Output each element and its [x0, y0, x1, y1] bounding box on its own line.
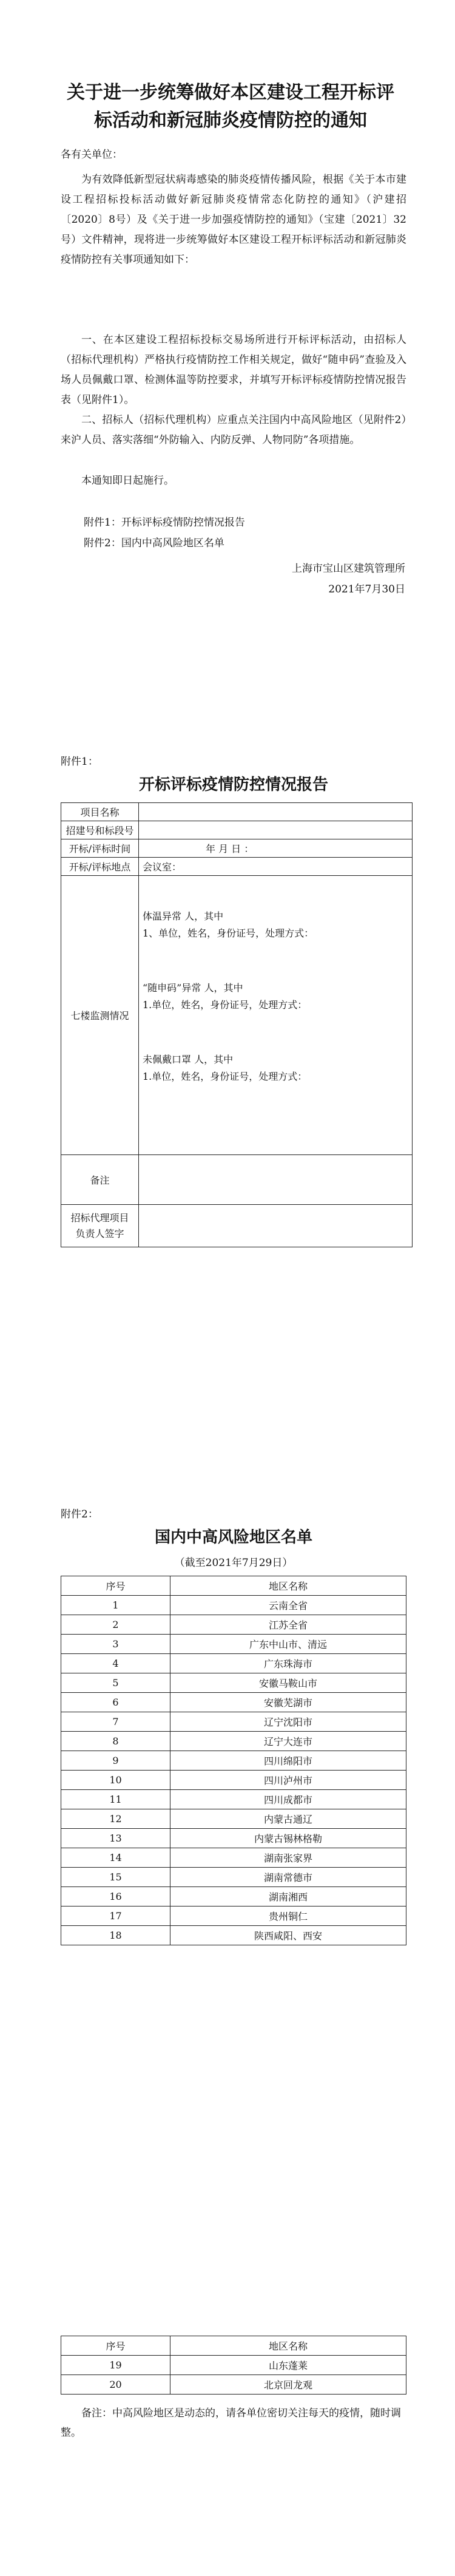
- table-row: [61, 1712, 406, 1732]
- table-row: [61, 1596, 406, 1615]
- seq-header: 序号: [61, 1576, 170, 1596]
- monitor-line: 1.单位，姓名，身份证号，处理方式：: [143, 998, 308, 1011]
- seq-cell: 1: [61, 1596, 170, 1615]
- open-place-label: 开标/评标地点: [61, 858, 139, 876]
- table-row: [61, 876, 413, 1155]
- seq-cell: 11: [61, 1790, 170, 1809]
- table-row: [61, 2356, 406, 2375]
- area-cell: 湖南张家界: [170, 1848, 406, 1868]
- seq-cell: 13: [61, 1829, 170, 1848]
- annex2-label: 附件2：: [61, 1508, 98, 1520]
- seq-cell: 7: [61, 1712, 170, 1732]
- seq-cell: 3: [61, 1635, 170, 1654]
- seq-header: 序号: [61, 2336, 170, 2356]
- table-row: [61, 1615, 406, 1635]
- area-cell: 四川成都市: [170, 1790, 406, 1809]
- table-row: [61, 1654, 406, 1673]
- area-cell: 北京回龙观: [170, 2375, 406, 2395]
- area-cell: 云南全省: [170, 1596, 406, 1615]
- notice-paragraph-4: 本通知即日起施行。: [81, 475, 174, 487]
- notice-page: [0, 0, 455, 613]
- annex2-page: [0, 1505, 455, 2574]
- seq-cell: 5: [61, 1673, 170, 1693]
- area-cell: 贵州铜仁: [170, 1907, 406, 1926]
- area-cell: 江苏全省: [170, 1615, 406, 1635]
- area-cell: 湖南常德市: [170, 1868, 406, 1887]
- area-cell: 广东中山市、清远: [170, 1635, 406, 1654]
- seq-cell: 14: [61, 1848, 170, 1868]
- area-cell: 湖南湘西: [170, 1887, 406, 1907]
- annex1-title: 开标评标疫情防控情况报告: [138, 776, 328, 794]
- risk-area-table-continued: [61, 2336, 406, 2395]
- open-place-value[interactable]: 会议室：: [139, 858, 413, 876]
- table-row: [61, 1926, 406, 1945]
- table-row: [61, 1809, 406, 1829]
- open-time-label: 开标/评标时间: [61, 839, 139, 858]
- table-row: [61, 858, 413, 876]
- agent-sign-value[interactable]: [139, 1205, 413, 1247]
- seq-cell: 9: [61, 1751, 170, 1771]
- table-row: [61, 1155, 413, 1205]
- project-name-value[interactable]: [139, 803, 413, 821]
- table-header-row: [61, 1576, 406, 1596]
- monitor-line: 1.单位，姓名，身份证号，处理方式：: [143, 1070, 308, 1082]
- table-row: [61, 1829, 406, 1848]
- table-row: [61, 1635, 406, 1654]
- monitor-line: 1、单位，姓名，身份证号，处理方式：: [143, 927, 314, 939]
- table-header-row: [61, 2336, 406, 2356]
- seq-cell: 15: [61, 1868, 170, 1887]
- signature-date: 2021年7月30日: [328, 583, 405, 595]
- bid-number-label: 招建号和标段号: [61, 821, 139, 839]
- monitor-line: 体温异常 人，其中: [143, 910, 224, 922]
- table-row: [61, 1751, 406, 1771]
- annex1-label: 附件1：: [61, 756, 98, 768]
- area-header: 地区名称: [170, 2336, 406, 2356]
- attachment-line-1: 附件1：开标评标疫情防控情况报告: [84, 517, 245, 529]
- monitor-line: “随申码”异常 人，其中: [143, 981, 243, 994]
- table-row: [61, 839, 413, 858]
- remark-value[interactable]: [139, 1155, 413, 1205]
- attachment-line-2: 附件2：国内中高风险地区名单: [84, 537, 224, 549]
- seq-cell: 10: [61, 1771, 170, 1790]
- seq-cell: 16: [61, 1887, 170, 1907]
- table-row: [61, 1205, 413, 1247]
- monitor-value[interactable]: [139, 876, 413, 1155]
- area-cell: 安徽马鞍山市: [170, 1673, 406, 1693]
- notice-paragraph-2: 一、在本区建设工程招标投标交易场所进行开标评标活动，由招标人（招标代理机构）严格执行疫情防控工作相关规定，做好“随申码”查验及入场人员佩戴口罩、检测体温等防控要求，并填写开标评标疫情防控情况报告表（见附件1）。: [61, 334, 406, 406]
- area-header: 地区名称: [170, 1576, 406, 1596]
- area-cell: 辽宁沈阳市: [170, 1712, 406, 1732]
- annex2-title: 国内中高风险地区名单: [154, 1528, 312, 1547]
- area-cell: 安徽芜湖市: [170, 1693, 406, 1712]
- seq-cell: 18: [61, 1926, 170, 1945]
- agent-sign-label: 招标代理项目负责人签字: [61, 1205, 139, 1247]
- notice-salutation: 各有关单位：: [61, 149, 123, 161]
- project-name-label: 项目名称: [61, 803, 139, 821]
- report-form-table: [61, 802, 413, 1247]
- monitor-line: 未佩戴口罩 人，其中: [143, 1053, 234, 1065]
- seq-cell: 4: [61, 1654, 170, 1673]
- area-cell: 山东蓬莱: [170, 2356, 406, 2375]
- table-row: [61, 803, 413, 821]
- table-row: [61, 1868, 406, 1887]
- risk-area-table: [61, 1576, 406, 1945]
- seq-cell: 20: [61, 2375, 170, 2395]
- seq-cell: 19: [61, 2356, 170, 2375]
- area-cell: 陕西咸阳、西安: [170, 1926, 406, 1945]
- seq-cell: 17: [61, 1907, 170, 1926]
- seq-cell: 6: [61, 1693, 170, 1712]
- table-row: [61, 1887, 406, 1907]
- table-row: [61, 821, 413, 839]
- bid-number-value[interactable]: [139, 821, 413, 839]
- seq-cell: 12: [61, 1809, 170, 1829]
- area-cell: 四川绵阳市: [170, 1751, 406, 1771]
- remark-label: 备注: [61, 1155, 139, 1205]
- signature-org: 上海市宝山区建筑管理所: [292, 563, 405, 575]
- seq-cell: 2: [61, 1615, 170, 1635]
- area-cell: 内蒙古锡林格勒: [170, 1829, 406, 1848]
- monitor-label: 七楼监测情况: [61, 876, 139, 1155]
- open-time-value[interactable]: 年 月 日 ：: [139, 839, 413, 858]
- seq-cell: 8: [61, 1732, 170, 1751]
- area-cell: 四川泸州市: [170, 1771, 406, 1790]
- notice-paragraph-1: 为有效降低新型冠状病毒感染的肺炎疫情传播风险，根据《关于本市建设工程招标投标活动做好新冠肺炎疫情常态化防控的通知》（沪建招〔2020〕8号）及《关于进一步加强疫情防控的通知》（宝建〔2021〕32号）文件精神，现将进一步统筹做好本区建设工程开标评标活动和新冠肺炎疫情防控有关事项通知如下：: [61, 174, 406, 266]
- annex2-note: 备注：中高风险地区是动态的，请各单位密切关注每天的疫情，随时调整。: [61, 2407, 401, 2439]
- annex2-subtitle: （截至2021年7月29日）: [174, 1557, 293, 1569]
- table-row: [61, 1848, 406, 1868]
- notice-title: 关于进一步统筹做好本区建设工程开标评标活动和新冠肺炎疫情防控的通知: [67, 82, 394, 131]
- table-row: [61, 1693, 406, 1712]
- notice-paragraph-3: 二、招标人（招标代理机构）应重点关注国内中高风险地区（见附件2）来沪人员、落实落细“外防输入、内防反弹、人物同防”各项措施。: [61, 414, 406, 446]
- table-row: [61, 1673, 406, 1693]
- table-row: [61, 1732, 406, 1751]
- annex1-page: [0, 753, 455, 1360]
- table-row: [61, 2375, 406, 2395]
- area-cell: 内蒙古通辽: [170, 1809, 406, 1829]
- table-row: [61, 1771, 406, 1790]
- table-row: [61, 1907, 406, 1926]
- area-cell: 辽宁大连市: [170, 1732, 406, 1751]
- area-cell: 广东珠海市: [170, 1654, 406, 1673]
- table-row: [61, 1790, 406, 1809]
